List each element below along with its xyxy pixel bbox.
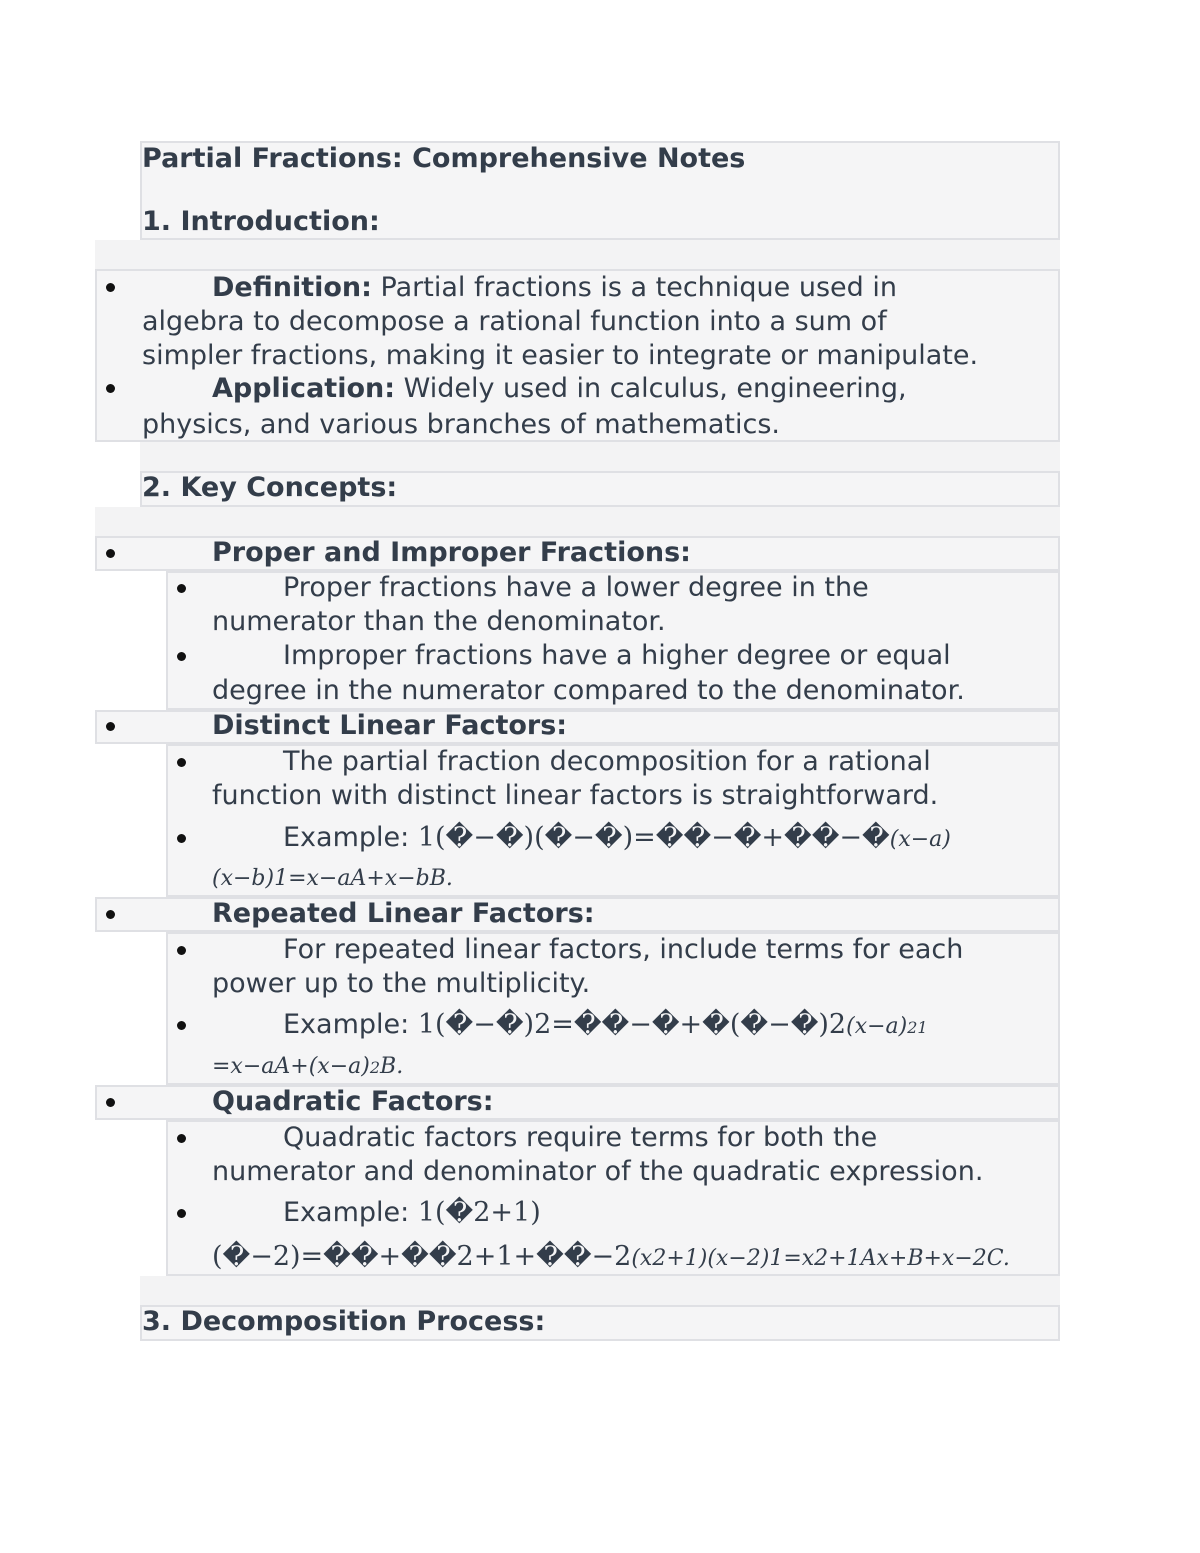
definition-label: Definition: [212,272,372,303]
example-label: Example: [283,1009,410,1040]
spacer-band [140,442,1060,471]
bullet-icon [106,549,115,558]
list-item-definition [212,271,897,305]
example-formula-exponent: 21 [907,1018,928,1037]
example-formula: 1(�−�)2=��−�+�(�−�)2 [417,1009,847,1040]
bullet-icon [106,283,115,292]
application-text: Widely used in calculus, engineering, [403,373,907,404]
bullet-icon [177,1209,186,1218]
list-item: power up to the multiplicity. [212,968,591,999]
example-formula-tail: (x−a) [846,1014,908,1039]
example-formula-line [212,1240,1010,1276]
definition-text-line: simpler fractions, making it easier to integrate or manipulate. [142,340,979,371]
bullet-icon [106,722,115,731]
application-text-line: physics, and various branches of mathematics. [142,409,780,440]
section-heading-key-concepts: 2. Key Concepts: [142,472,398,503]
bullet-icon [177,758,186,767]
example-formula-part: =x−aA+(x−a) [212,1054,370,1079]
list-item: degree in the numerator compared to the denominator. [212,675,965,706]
example-formula-line [212,1050,403,1085]
example-formula-part: (�−2)=��+��2+1+��−2 [212,1241,632,1272]
example-label: Example: [283,1197,410,1228]
list-item: Quadratic factors require terms for both the [283,1122,878,1153]
example-line [283,821,951,857]
bullet-icon [177,1134,186,1143]
example-line [283,1008,928,1045]
example-formula-line: (x−b)1=x−aA+x−bB. [212,866,453,891]
list-item-application [212,372,907,406]
list-item: Improper fractions have a higher degree or equal [283,640,951,671]
definition-text: Partial fractions is a technique used in [380,272,897,303]
spacer-band [95,507,1060,536]
bullet-icon [177,584,186,593]
list-item: function with distinct linear factors is straightforward. [212,780,939,811]
example-formula: 1(�2+1) [417,1197,541,1228]
application-label: Application: [212,373,396,404]
section-heading-decomposition: 3. Decomposition Process: [142,1306,546,1337]
section-heading-intro: 1. Introduction: [142,206,380,237]
list-item: The partial fraction decomposition for a rational [283,746,931,777]
example-label: Example: [283,822,410,853]
bullet-icon [106,1098,115,1107]
list-item: Proper fractions have a lower degree in the [283,572,869,603]
bullet-icon [106,910,115,919]
example-formula-tail: (x−a) [889,827,951,852]
bullet-icon [106,384,115,393]
bullet-icon [177,1021,186,1030]
example-formula-exponent: 2 [369,1058,381,1077]
spacer-band [95,240,1060,269]
example-line [283,1196,541,1230]
concept-heading-proper-improper: Proper and Improper Fractions: [212,537,691,568]
example-formula-tail: (x2+1)(x−2)1=x2+1Ax+B+x−2C. [631,1246,1010,1271]
example-formula-part: B. [380,1054,404,1079]
list-item: numerator and denominator of the quadratic expression. [212,1156,984,1187]
bullet-icon [177,652,186,661]
definition-text-line: algebra to decompose a rational function into a sum of [142,306,887,337]
bullet-icon [177,834,186,843]
list-item: For repeated linear factors, include terms for each [283,934,964,965]
concept-heading-quadratic: Quadratic Factors: [212,1086,494,1117]
spacer-band [140,1276,1060,1305]
bullet-icon [177,946,186,955]
example-formula: 1(�−�)(�−�)=��−�+��−� [417,822,890,853]
concept-heading-repeated-linear: Repeated Linear Factors: [212,898,595,929]
page-title: Partial Fractions: Comprehensive Notes [142,143,746,174]
list-item: numerator than the denominator. [212,606,666,637]
concept-heading-distinct-linear: Distinct Linear Factors: [212,710,568,741]
